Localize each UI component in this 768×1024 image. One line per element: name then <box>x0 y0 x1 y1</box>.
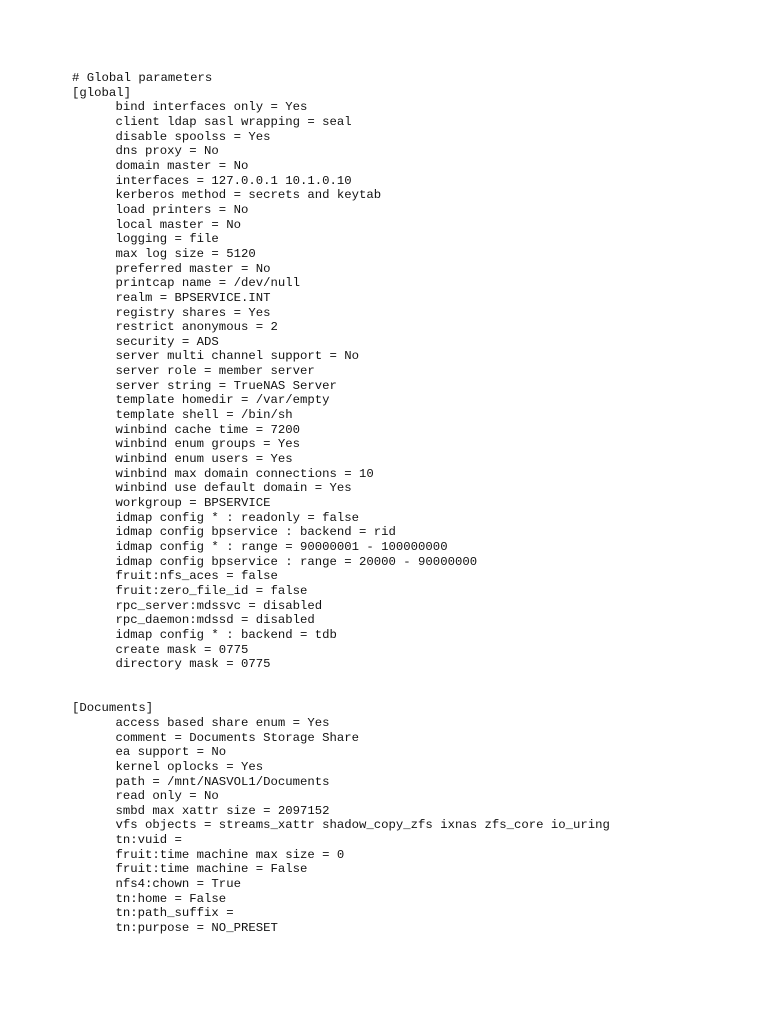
global-parameter-line: idmap config * : backend = tdb <box>115 627 337 642</box>
documents-parameter-line: tn:path_suffix = <box>115 906 234 921</box>
global-parameter-line: rpc_daemon:mdssd = disabled <box>115 613 315 628</box>
config-document <box>72 71 610 936</box>
global-parameter-line: rpc_server:mdssvc = disabled <box>115 598 323 613</box>
global-parameter-line: winbind max domain connections = 10 <box>115 466 374 481</box>
global-parameter-list <box>72 100 610 672</box>
documents-parameter-line: tn:vuid = <box>115 833 182 848</box>
global-parameter-line: server role = member server <box>115 364 315 379</box>
global-parameter-line: idmap config bpservice : range = 20000 - 90000000 <box>115 554 478 569</box>
global-parameter-line: preferred master = No <box>115 261 271 276</box>
global-parameter-line: disable spoolss = Yes <box>115 129 271 144</box>
global-parameter-line: server multi channel support = No <box>115 349 360 364</box>
global-parameter-line: create mask = 0775 <box>115 642 249 657</box>
documents-parameter-line: ea support = No <box>115 745 227 760</box>
global-parameter-line: winbind enum groups = Yes <box>115 437 300 452</box>
documents-parameter-line: read only = No <box>115 789 219 804</box>
global-parameter-line: fruit:nfs_aces = false <box>115 569 278 584</box>
global-parameter-line: registry shares = Yes <box>115 305 271 320</box>
global-parameter-line: idmap config bpservice : backend = rid <box>115 525 396 540</box>
global-comment: # Global parameters <box>72 71 213 85</box>
global-parameter-line: domain master = No <box>115 158 249 173</box>
global-parameter-line: restrict anonymous = 2 <box>115 320 278 335</box>
blank-line <box>72 672 610 687</box>
global-parameter-line: winbind enum users = Yes <box>115 452 293 467</box>
blank-line <box>72 687 610 702</box>
global-parameter-line: directory mask = 0775 <box>115 657 271 672</box>
global-parameter-line: idmap config * : range = 90000001 - 100000000 <box>115 540 448 554</box>
global-parameter-line: interfaces = 127.0.0.1 10.1.0.10 <box>115 173 352 188</box>
global-parameter-line: fruit:zero_file_id = false <box>115 583 308 598</box>
global-parameter-line: realm = BPSERVICE.INT <box>115 290 271 305</box>
documents-parameter-line: tn:home = False <box>115 891 227 906</box>
documents-parameter-line: fruit:time machine max size = 0 <box>115 847 345 862</box>
global-parameter-line: winbind cache time = 7200 <box>115 422 300 437</box>
documents-parameter-line: smbd max xattr size = 2097152 <box>115 803 330 818</box>
documents-parameter-line: kernel oplocks = Yes <box>115 759 264 774</box>
global-parameter-line: dns proxy = No <box>115 144 219 159</box>
global-parameter-line: printcap name = /dev/null <box>115 276 300 291</box>
global-parameter-line: security = ADS <box>115 334 219 349</box>
global-parameter-line: winbind use default domain = Yes <box>115 481 352 496</box>
global-parameter-line: kerberos method = secrets and keytab <box>115 188 382 203</box>
documents-parameter-line: fruit:time machine = False <box>115 862 308 877</box>
global-section-header: [global] <box>72 85 132 100</box>
global-parameter-line: server string = TrueNAS Server <box>115 378 337 393</box>
documents-parameter-list <box>72 716 610 936</box>
documents-section-header: [Documents] <box>72 701 154 716</box>
global-parameter-line: max log size = 5120 <box>115 246 256 261</box>
global-parameter-line: template homedir = /var/empty <box>115 393 330 408</box>
global-parameter-line: idmap config * : readonly = false <box>115 510 360 525</box>
global-parameter-line: template shell = /bin/sh <box>115 408 293 423</box>
global-parameter-line: local master = No <box>115 217 241 232</box>
documents-parameter-line: path = /mnt/NASVOL1/Documents <box>115 774 330 789</box>
global-parameter-line: workgroup = BPSERVICE <box>115 496 271 511</box>
global-parameter-line: logging = file <box>115 232 219 247</box>
documents-parameter-line: tn:purpose = NO_PRESET <box>115 921 278 936</box>
global-parameter-line: client ldap sasl wrapping = seal <box>115 114 352 129</box>
documents-parameter-line: nfs4:chown = True <box>115 877 241 892</box>
global-parameter-line: load printers = No <box>115 202 249 217</box>
documents-parameter-line: access based share enum = Yes <box>115 715 330 730</box>
documents-parameter-line: vfs objects = streams_xattr shadow_copy_zfs ixnas zfs_core io_uring <box>115 818 610 833</box>
documents-parameter-line: comment = Documents Storage Share <box>115 730 360 745</box>
global-parameter-line: bind interfaces only = Yes <box>115 100 308 115</box>
